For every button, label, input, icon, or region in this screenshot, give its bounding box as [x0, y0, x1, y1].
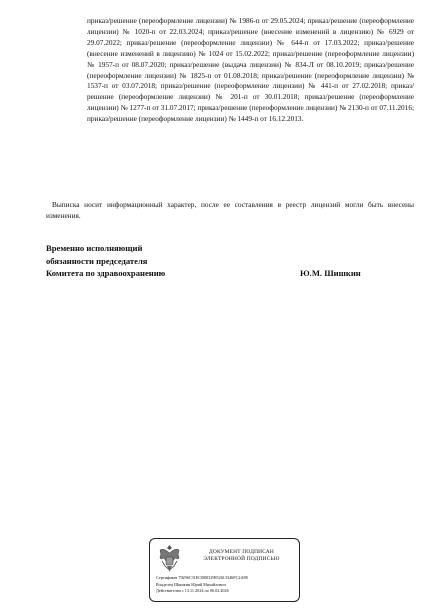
license-orders-text: приказ/решение (переоформление лицензии) № 1986-п от 29.05.2024; приказ/решение (переоформление лицензии) № 1020-п от 22.03.2024; приказ/решение (внесение изменений в лицензию) № 6929 от 29.07.2022; приказ/решение (переоформление лицензии) № 644-п от 17.03.2022; приказ/решение (внесение изменений в лицензию) № 1024 от 15.02.2022; приказ/решение (переоформление лицензии) № 1957-п от 08.07.2020; приказ/решение (выдача лицензии) № 834-Л от 08.10.2019; приказ/решение (переоформление лицензии) № 1825-п от 01.08.2018; приказ/решение (переоформление лицензии) № 1537-п от 03.07.2018; приказ/решение (переоформление лицензии) № 441-п от 27.02.2018; приказ/решение (переоформление лицензии) № 201-п от 30.01.2018; приказ/решение (переоформление лицензии) № 1277-п от 31.07.2017; приказ/решение (переоформление лицензии) № 2130-п от 07.11.2016; приказ/решение (переоформление лицензии) № 1449-п от 16.12.2013. — [87, 16, 414, 124]
notice-text: Выписка носит информационный характер, после ее составления в реестр лицензий могли быть внесены изменения. — [46, 200, 414, 220]
electronic-signature-stamp — [149, 538, 300, 602]
stamp-title-line-2: ЭЛЕКТРОННОЙ ПОДПИСЬЮ — [203, 555, 280, 562]
informational-notice — [46, 200, 414, 222]
stamp-details — [156, 575, 296, 595]
stamp-certificate: Сертификат 79296C31EC0B0329852613346FC2A88 — [156, 575, 248, 580]
stamp-title — [188, 549, 295, 562]
stamp-validity: Действителен с 13.11.2024 по 06.02.2026 — [156, 588, 229, 594]
stamp-owner: Владелец Шишкин Юрий Михайлович — [156, 581, 226, 587]
coat-of-arms-icon — [157, 544, 182, 573]
signatory-line-3: Комитета по здравоохранению — [46, 268, 166, 279]
signer-name: Ю.М. Шишкин — [300, 268, 361, 278]
signatory-line-2: обязанности председателя — [46, 255, 148, 266]
signatory-line-1: Временно исполняющий — [46, 243, 143, 253]
license-orders-list — [87, 16, 414, 125]
stamp-title-line-1: ДОКУМЕНТ ПОДПИСАН — [209, 549, 274, 555]
